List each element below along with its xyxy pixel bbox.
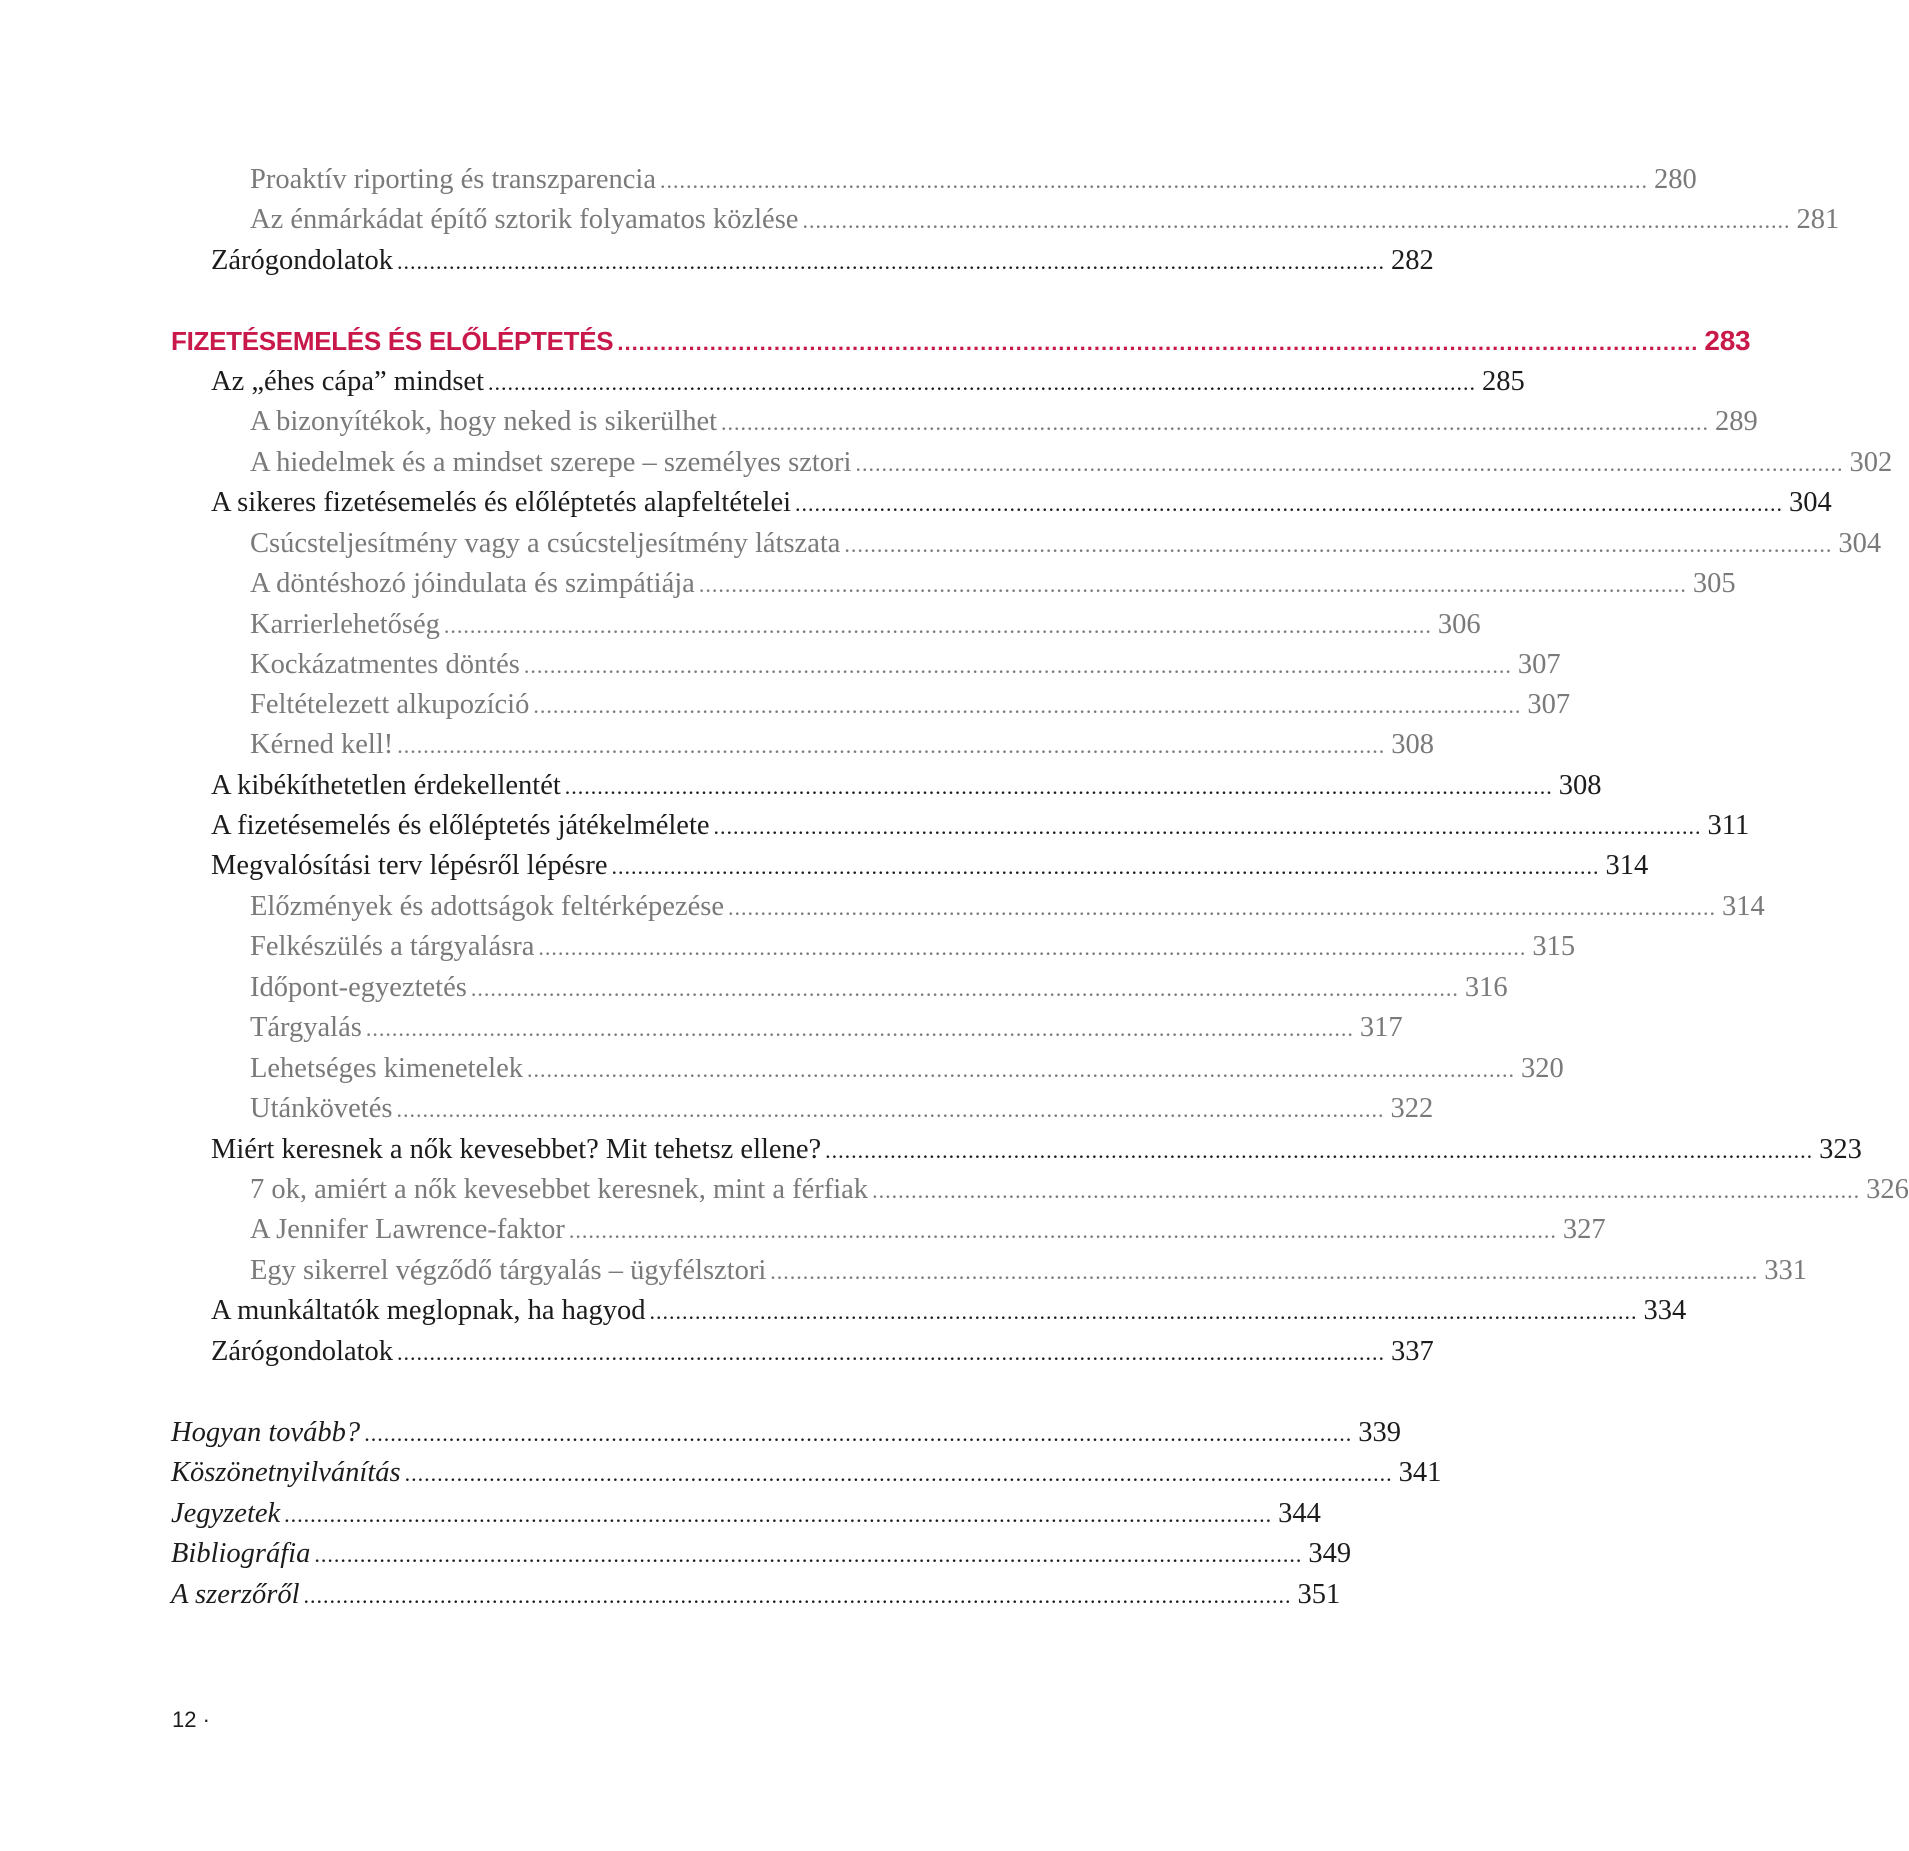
toc-entry[interactable]	[211, 241, 1434, 281]
dot-leader: ........................................................................................................................................................	[611, 854, 1600, 879]
dot-leader: ........................................................................................................................................................	[365, 1016, 1354, 1041]
toc-entry[interactable]	[250, 443, 1893, 483]
toc-entry[interactable]	[250, 725, 1434, 765]
toc-entry-title: Előzmények és adottságok feltérképezése	[250, 891, 724, 922]
dot-leader: ........................................................................................................................................................	[284, 1502, 1273, 1527]
toc-entry[interactable]	[250, 200, 1840, 240]
toc-entry[interactable]	[250, 1251, 1808, 1291]
dot-leader: ........................................................................................................................................................	[364, 1421, 1353, 1446]
toc-backmatter-entry[interactable]	[171, 1453, 1442, 1493]
toc-entry-title: Felkészülés a tárgyalásra	[250, 931, 535, 962]
toc-entry-title: A munkáltatók meglopnak, ha hagyod	[211, 1295, 646, 1326]
toc-entry-page: 327	[1562, 1214, 1606, 1245]
toc-entry-title: A bizonyítékok, hogy neked is sikerülhet	[250, 406, 718, 437]
toc-entry[interactable]	[250, 1170, 1909, 1210]
toc-entry-title: Egy sikerrel végződő tárgyalás – ügyfélsztori	[250, 1255, 767, 1286]
toc-entry-page: 281	[1796, 204, 1840, 235]
toc-entry[interactable]	[250, 1210, 1606, 1250]
toc-entry[interactable]	[250, 927, 1576, 967]
toc-entry-title: Zárógondolatok	[211, 245, 394, 276]
toc-entry-title: Az „éhes cápa” mindset	[211, 366, 484, 397]
toc-entry-page: 302	[1849, 447, 1893, 478]
toc-entry-page: 283	[1704, 325, 1751, 356]
dot-leader: ........................................................................................................................................................	[396, 1097, 1385, 1122]
toc-entry-page: 280	[1654, 164, 1697, 195]
toc-entry-title: A Jennifer Lawrence-faktor	[250, 1214, 565, 1245]
dot-leader: ........................................................................................................................................................	[649, 1299, 1638, 1324]
toc-entry-page: 304	[1789, 487, 1832, 518]
toc-entry-title: Az énmárkádat építő sztorik folyamatos közlése	[250, 204, 799, 235]
toc-entry[interactable]	[211, 483, 1832, 523]
toc-entry-title: Kockázatmentes döntés	[250, 649, 520, 680]
toc-entry-title: Feltételezett alkupozíció	[250, 689, 530, 720]
dot-leader: ........................................................................................................................................................	[660, 168, 1648, 193]
dot-leader: ........................................................................................................................................................	[404, 1461, 1393, 1486]
toc-entry[interactable]	[250, 645, 1561, 685]
toc-entry-title: A fizetésemelés és előléptetés játékelmélete	[211, 810, 710, 841]
toc-entry-title: A hiedelmek és a mindset szerepe – személyes sztori	[250, 447, 852, 478]
toc-entry-title: Kérned kell!	[250, 729, 394, 760]
toc-entry-page: 306	[1437, 609, 1481, 640]
dot-leader: ........................................................................................................................................................	[568, 1218, 1557, 1243]
toc-entry-title: FIZETÉSEMELÉS ÉS ELŐLÉPTETÉS	[171, 326, 614, 356]
dot-leader: ........................................................................................................................................................	[488, 370, 1476, 395]
toc-entry-title: A sikeres fizetésemelés és előléptetés alapfeltételei	[211, 487, 792, 518]
toc-entry[interactable]	[250, 1049, 1564, 1089]
dot-leader: ........................................................................................................................................................	[538, 935, 1527, 960]
toc-entry[interactable]	[250, 685, 1571, 725]
toc-entry-page: 307	[1517, 649, 1561, 680]
toc-entry-page: 323	[1819, 1134, 1862, 1165]
toc-entry-page: 344	[1278, 1498, 1321, 1529]
toc-entry[interactable]	[250, 605, 1481, 645]
toc-entry[interactable]	[250, 160, 1697, 200]
toc-entry-page: 349	[1308, 1538, 1352, 1569]
toc-entry-page: 326	[1866, 1174, 1909, 1205]
dot-leader: ........................................................................................................................................................	[443, 613, 1432, 638]
dot-leader: ........................................................................................................................................................	[770, 1259, 1759, 1284]
toc-entry-page: 308	[1558, 770, 1602, 801]
page-number: 12 ·	[172, 1707, 210, 1732]
toc-entry-title: Köszönetnyilvánítás	[171, 1457, 401, 1488]
dot-leader: ........................................................................................................................................................	[844, 532, 1833, 557]
dot-leader: ........................................................................................................................................................	[564, 774, 1553, 799]
dot-leader: ........................................................................................................................................................	[802, 208, 1791, 233]
toc-entry-page: 322	[1390, 1093, 1434, 1124]
dot-leader: ........................................................................................................................................................	[397, 733, 1386, 758]
toc-entry-page: 320	[1521, 1053, 1564, 1084]
toc-entry[interactable]	[211, 846, 1649, 886]
toc-entry-title: Lehetséges kimenetelek	[250, 1053, 524, 1084]
toc-entry[interactable]	[250, 1008, 1403, 1048]
toc-entry[interactable]	[250, 887, 1765, 927]
dot-leader: ........................................................................................................................................................	[523, 653, 1512, 678]
toc-entry-page: 334	[1643, 1295, 1687, 1326]
dot-leader: ........................................................................................................................................................	[728, 895, 1716, 920]
dot-leader: ........................................................................................................................................................	[303, 1583, 1292, 1608]
toc-entry-page: 315	[1532, 931, 1576, 962]
toc-entry-title: Zárógondolatok	[211, 1336, 394, 1367]
toc-entry[interactable]	[211, 362, 1525, 402]
dot-leader: ........................................................................................................................................................	[698, 572, 1687, 597]
toc-entry-page: 341	[1398, 1457, 1442, 1488]
dot-leader: ........................................................................................................................................................	[721, 410, 1710, 435]
toc-entry-page: 339	[1358, 1417, 1401, 1448]
dot-leader: ........................................................................................................................................................	[397, 249, 1386, 274]
dot-leader: ........................................................................................................................................................	[533, 693, 1522, 718]
toc-backmatter-entry[interactable]	[171, 1534, 1352, 1574]
toc-entry[interactable]	[250, 968, 1508, 1008]
toc-entry-page: 282	[1391, 245, 1434, 276]
dot-leader: ........................................................................................................................................................	[713, 814, 1702, 839]
toc-entry-title: 7 ok, amiért a nők kevesebbet keresnek, mint a férfiak	[250, 1174, 869, 1205]
dot-leader: ........................................................................................................................................................	[527, 1057, 1516, 1082]
toc-entry-page: 351	[1297, 1579, 1341, 1610]
toc-entry-title: A szerzőről	[171, 1579, 300, 1610]
dot-leader: ........................................................................................................................................................	[617, 330, 1699, 355]
toc-entry-title: A kibékíthetetlen érdekellentét	[211, 770, 561, 801]
toc-entry-title: Megvalósítási terv lépésről lépésre	[211, 850, 608, 881]
dot-leader: ........................................................................................................................................................	[872, 1178, 1861, 1203]
dot-leader: ........................................................................................................................................................	[855, 451, 1844, 476]
toc-entry[interactable]	[211, 1332, 1434, 1372]
toc-entry-page: 289	[1715, 406, 1758, 437]
dot-leader: ........................................................................................................................................................	[795, 491, 1784, 516]
toc-entry-page: 307	[1527, 689, 1571, 720]
toc-entry-page: 308	[1391, 729, 1434, 760]
toc-entry[interactable]	[211, 766, 1602, 806]
toc-entry[interactable]	[250, 524, 1882, 564]
toc-entry-title: Bibliográfia	[171, 1538, 311, 1569]
dot-leader: ........................................................................................................................................................	[470, 976, 1459, 1001]
dot-leader: ........................................................................................................................................................	[314, 1542, 1303, 1567]
toc-entry-title: Időpont-egyeztetés	[250, 972, 467, 1003]
toc-entry-page: 314	[1722, 891, 1765, 922]
toc-entry-page: 285	[1482, 366, 1525, 397]
dot-leader: ........................................................................................................................................................	[825, 1138, 1814, 1163]
toc-entry-page: 316	[1464, 972, 1508, 1003]
toc-entry[interactable]	[250, 1089, 1434, 1129]
toc-entry-title: Karrierlehetőség	[250, 609, 440, 640]
toc-entry-title: Proaktív riporting és transzparencia	[250, 164, 656, 195]
toc-entry-page: 305	[1692, 568, 1736, 599]
toc-entry-title: A döntéshozó jóindulata és szimpátiája	[250, 568, 695, 599]
toc-backmatter-entry[interactable]	[171, 1575, 1341, 1615]
toc-entry-title: Utánkövetés	[250, 1093, 393, 1124]
toc-entry-title: Csúcsteljesítmény vagy a csúcsteljesítmény látszata	[250, 528, 841, 559]
toc-entry-page: 314	[1605, 850, 1649, 881]
toc-entry[interactable]	[250, 564, 1736, 604]
toc-entry-title: Hogyan tovább?	[171, 1417, 361, 1448]
toc-chapter-heading[interactable]	[171, 321, 1751, 361]
toc-backmatter-entry[interactable]	[171, 1494, 1321, 1534]
toc-entry-page: 331	[1764, 1255, 1808, 1286]
toc-entry-title: Miért keresnek a nők kevesebbet? Mit tehetsz ellene?	[211, 1134, 822, 1165]
toc-entry[interactable]	[211, 806, 1750, 846]
toc-entry-page: 337	[1391, 1336, 1434, 1367]
toc-entry-page: 317	[1359, 1012, 1403, 1043]
dot-leader: ........................................................................................................................................................	[397, 1340, 1386, 1365]
toc-entry-page: 304	[1838, 528, 1882, 559]
toc-entry[interactable]	[211, 1291, 1687, 1331]
toc-entry-title: Jegyzetek	[171, 1498, 281, 1529]
toc-entry-page: 311	[1707, 810, 1750, 841]
toc-entry[interactable]	[211, 1130, 1862, 1170]
toc-entry[interactable]	[250, 402, 1758, 442]
toc-backmatter-entry[interactable]	[171, 1413, 1401, 1453]
toc-entry-title: Tárgyalás	[250, 1012, 362, 1043]
